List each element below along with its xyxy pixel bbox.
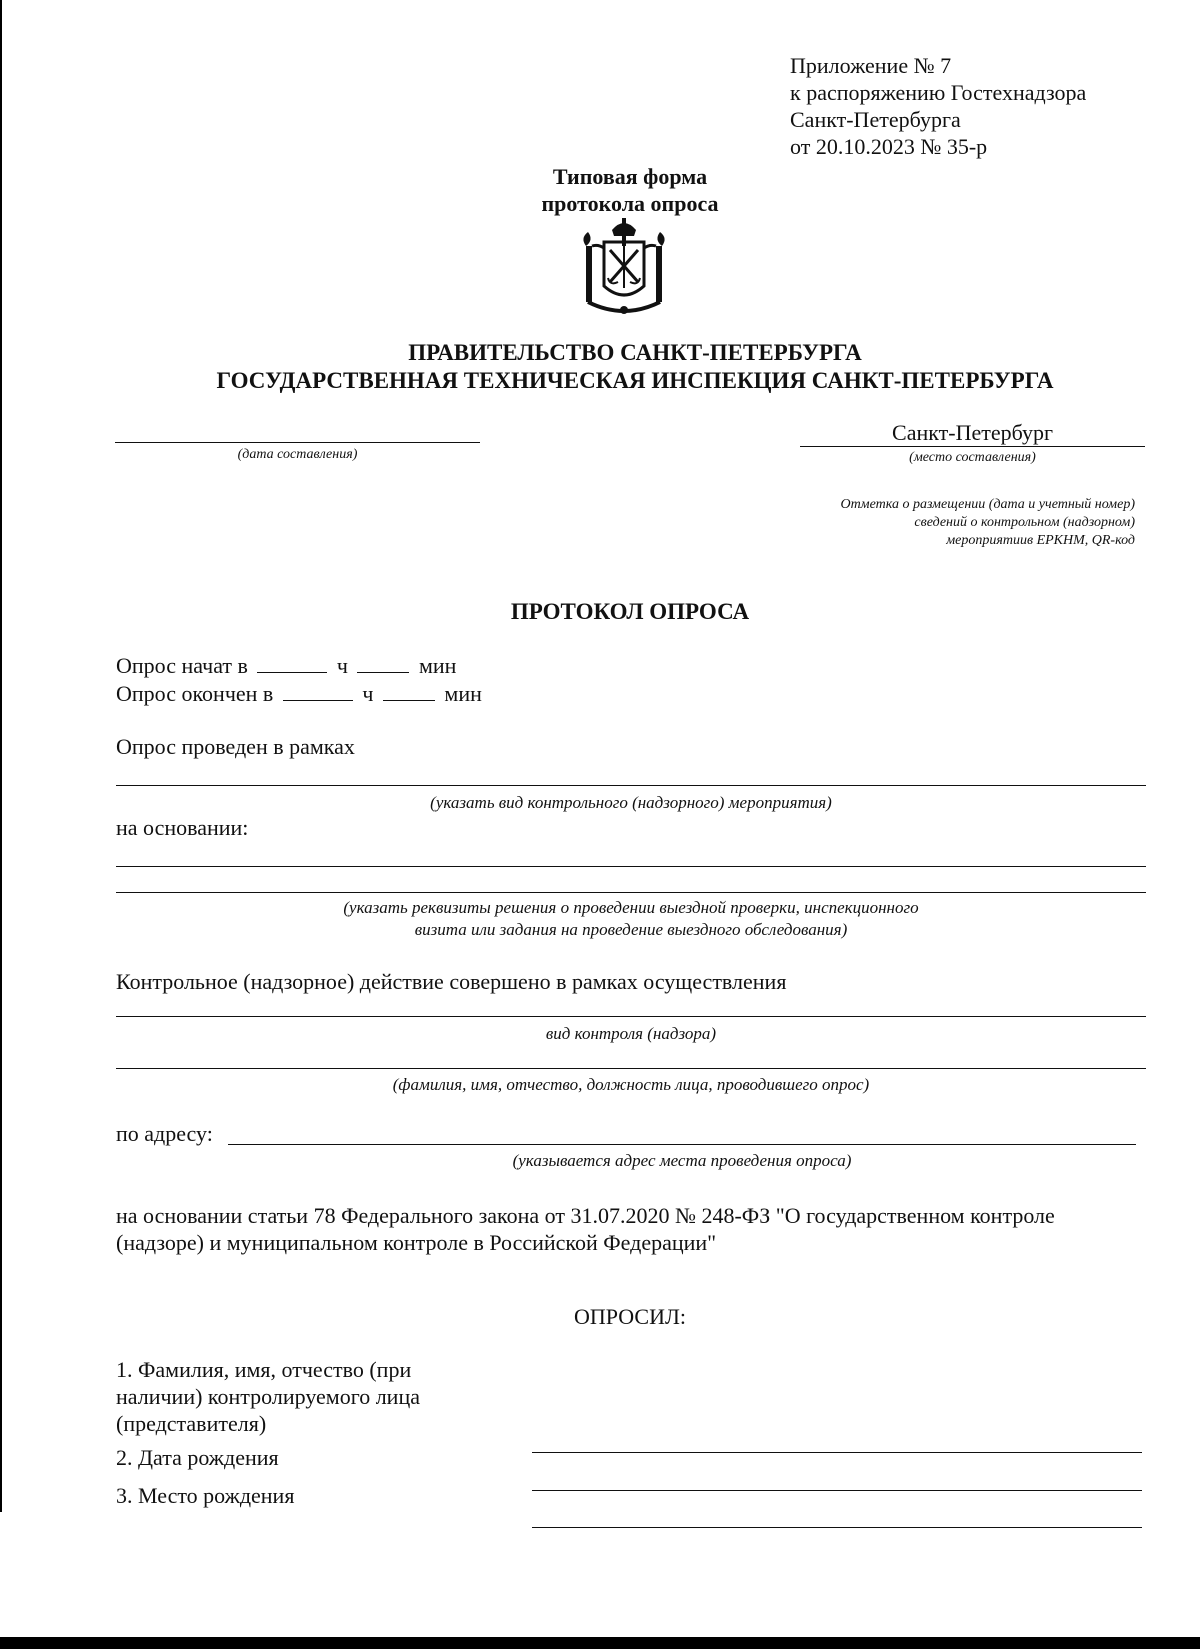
- time-end-minutes-unit: мин: [444, 681, 482, 706]
- erknm-note-line-1: Отметка о размещении (дата и учетный номер): [840, 497, 1135, 512]
- control-action-label: Контрольное (надзорное) действие совершено в рамках осуществления: [116, 969, 787, 994]
- appendix-line-3: Санкт-Петербурга: [790, 107, 961, 132]
- time-end-minutes-field[interactable]: [383, 682, 435, 701]
- place-value: Санкт-Петербург: [892, 420, 1053, 445]
- document-title: ПРОТОКОЛ ОПРОСА: [510, 599, 750, 624]
- basis-caption-line-2: визита или задания на проведение выездного обследования): [414, 920, 848, 939]
- birthplace-answer-line[interactable]: [532, 1527, 1142, 1528]
- item-birthdate: 2. Дата рождения: [116, 1445, 279, 1470]
- item-fullname-line-3: (представителя): [116, 1411, 267, 1436]
- time-end-label: Опрос окончен в: [116, 681, 274, 706]
- time-end-hours-field[interactable]: [283, 682, 353, 701]
- time-start-row: [116, 652, 456, 679]
- form-title-line-1: Типовая форма: [552, 164, 708, 189]
- interrogated-heading: ОПРОСИЛ:: [573, 1304, 687, 1329]
- time-end-row: [116, 680, 482, 707]
- time-start-hours-unit: ч: [336, 653, 348, 678]
- date-underline: [115, 442, 480, 443]
- inspector-caption: (фамилия, имя, отчество, должность лица, проводившего опрос): [392, 1075, 870, 1094]
- appendix-line-4: от 20.10.2023 № 35-р: [790, 134, 988, 159]
- address-line[interactable]: [228, 1144, 1136, 1145]
- coat-of-arms-icon: [574, 216, 674, 320]
- time-start-label: Опрос начат в: [116, 653, 248, 678]
- legal-basis-line-2: (надзоре) и муниципальном контроле в Российской Федерации": [116, 1230, 717, 1255]
- header-line-2: ГОСУДАРСТВЕННАЯ ТЕХНИЧЕСКАЯ ИНСПЕКЦИЯ САНКТ-ПЕТЕРБУРГА: [216, 368, 1054, 393]
- birthdate-answer-line[interactable]: [532, 1490, 1142, 1491]
- address-caption: (указывается адрес места проведения опроса): [512, 1151, 852, 1170]
- appendix-block: [790, 52, 1180, 160]
- appendix-line-2: к распоряжению Гостехнадзора: [790, 80, 1087, 105]
- basis-line-1[interactable]: [116, 866, 1146, 867]
- framework-caption: (указать вид контрольного (надзорного) мероприятия): [430, 793, 832, 812]
- form-title-line-2: протокола опроса: [541, 191, 719, 216]
- erknm-note-line-3: мероприятиив ЕРКНМ, QR-код: [946, 533, 1135, 548]
- legal-basis: [116, 1202, 1156, 1256]
- control-type-caption: вид контроля (надзора): [545, 1024, 717, 1043]
- time-end-hours-unit: ч: [362, 681, 374, 706]
- time-start-minutes-field[interactable]: [357, 654, 409, 673]
- date-caption: (дата составления): [237, 447, 358, 462]
- legal-basis-line-1: на основании статьи 78 Федерального закона от 31.07.2020 № 248-ФЗ "О государственном контроле: [116, 1203, 1055, 1228]
- government-header: [150, 339, 1120, 395]
- place-caption: (место составления): [909, 450, 1036, 465]
- header-line-1: ПРАВИТЕЛЬСТВО САНКТ-ПЕТЕРБУРГА: [408, 340, 862, 365]
- scan-bottom-edge: [0, 1637, 1200, 1649]
- item-fullname-line-2: наличии) контролируемого лица: [116, 1384, 420, 1409]
- item-fullname: [116, 1356, 516, 1437]
- inspector-line[interactable]: [116, 1068, 1146, 1069]
- fullname-answer-line[interactable]: [532, 1452, 1142, 1453]
- framework-line[interactable]: [116, 785, 1146, 786]
- control-type-line[interactable]: [116, 1016, 1146, 1017]
- basis-label: на основании:: [116, 815, 249, 840]
- address-label: по адресу:: [116, 1121, 213, 1146]
- form-title: [480, 163, 780, 217]
- time-start-minutes-unit: мин: [418, 653, 457, 678]
- framework-label: Опрос проведен в рамках: [116, 734, 355, 759]
- item-birthplace: 3. Место рождения: [116, 1483, 295, 1508]
- erknm-note: [730, 496, 1135, 550]
- scan-edge: [0, 0, 2, 1512]
- place-underline: [800, 446, 1145, 447]
- time-start-hours-field[interactable]: [257, 654, 327, 673]
- item-fullname-line-1: 1. Фамилия, имя, отчество (при: [116, 1357, 412, 1382]
- erknm-note-line-2: сведений о контрольном (надзорном): [914, 515, 1135, 530]
- appendix-line-1: Приложение № 7: [790, 53, 952, 78]
- basis-caption-line-1: (указать реквизиты решения о проведении выездной проверки, инспекционного: [343, 898, 919, 917]
- basis-line-2[interactable]: [116, 892, 1146, 893]
- basis-caption: [116, 897, 1146, 941]
